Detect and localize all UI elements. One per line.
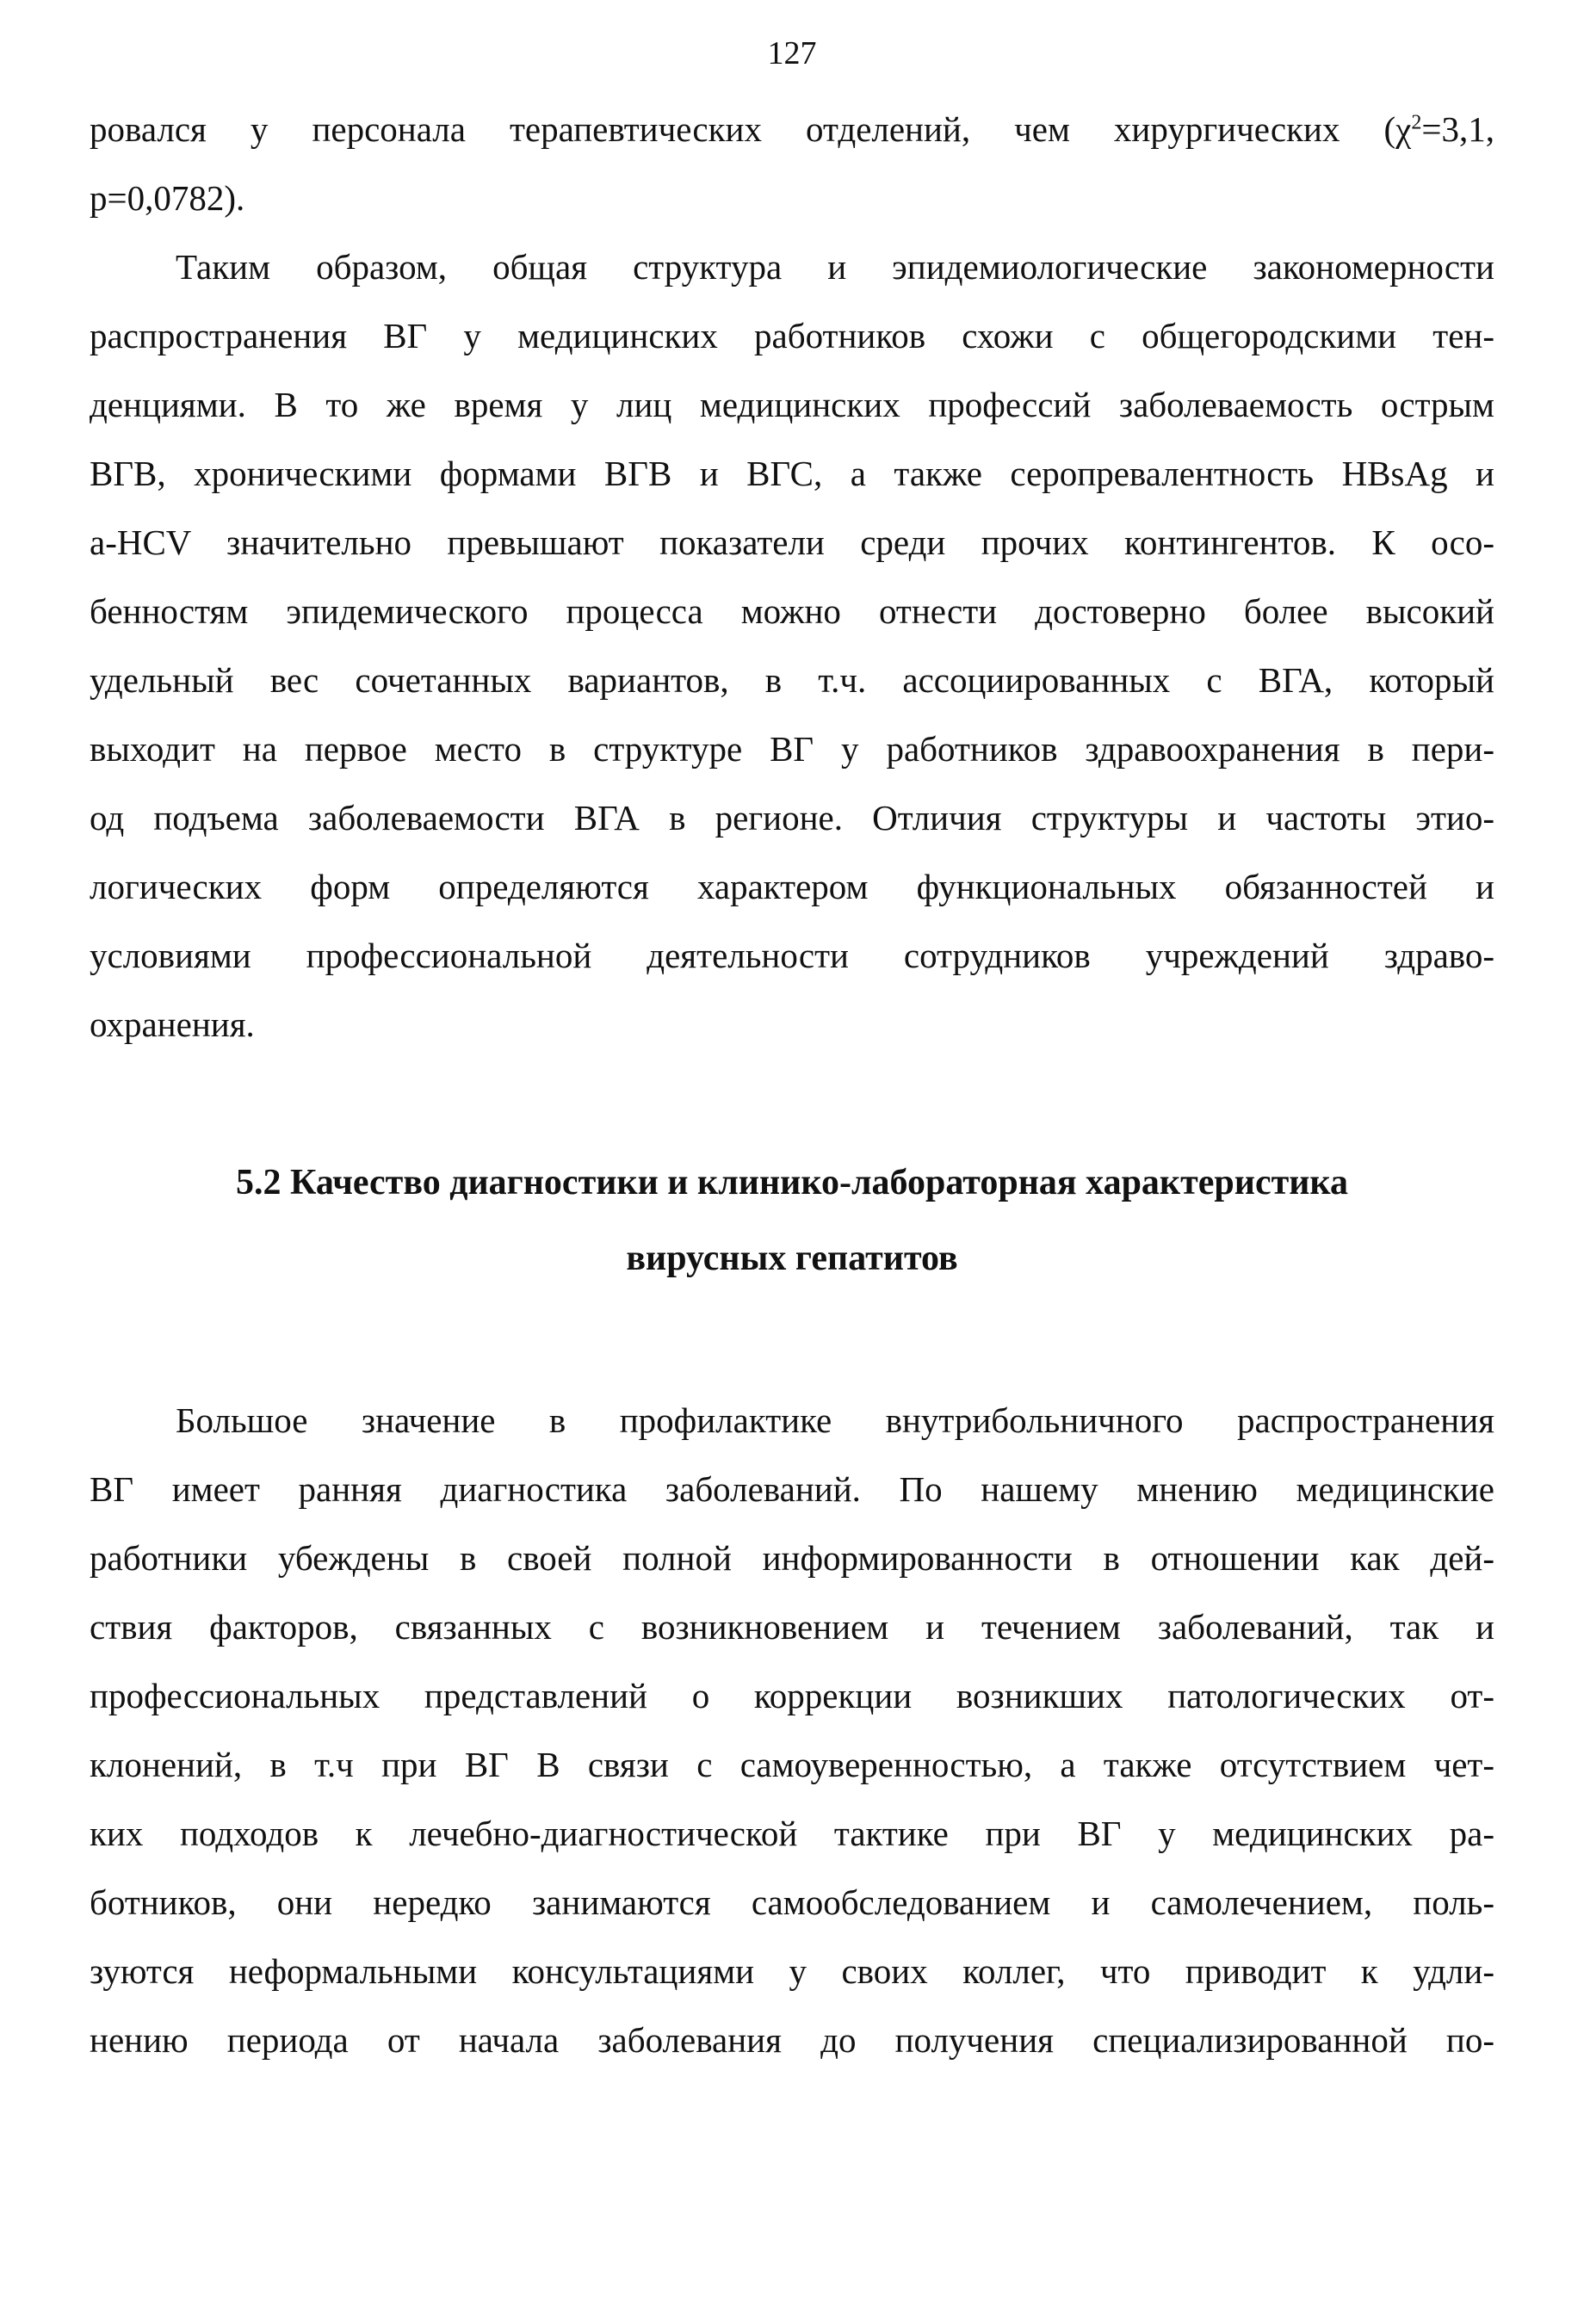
continuation-paragraph [90, 95, 1494, 232]
paragraph-line: ботников, они нередко занимаются самообследованием и самолечением, поль- [90, 1882, 1494, 1922]
paragraph-line: профессиональных представлений о коррекции возникших патологических от- [90, 1676, 1494, 1715]
section-heading-line: вирусных гепатитов [626, 1239, 958, 1278]
paragraph-line: ствия факторов, связанных с возникновением и течением заболеваний, так и [90, 1607, 1494, 1647]
paragraph-line: ВГВ, хроническими формами ВГВ и ВГС, а также серопревалентность HBsAg и [90, 454, 1494, 493]
paragraph-line: a-HCV значительно превышают показатели среди прочих контингентов. К осо- [90, 522, 1494, 562]
paragraph-line: p=0,0782). [90, 178, 245, 218]
paragraph-line: условиями профессиональной деятельности сотрудников учреждений здраво- [90, 936, 1494, 975]
paragraph-line: работники убеждены в своей полной информированности в отношении как дей- [90, 1538, 1494, 1578]
page-number: 127 [767, 35, 817, 71]
paragraph-line: удельный вес сочетанных вариантов, в т.ч. ассоциированных с ВГА, который [90, 660, 1494, 700]
paragraph-line: логических форм определяются характером функциональных обязанностей и [90, 867, 1494, 906]
section-heading-line: 5.2 Качество диагностики и клинико-лабораторная характеристика [235, 1163, 1348, 1202]
paragraph-line: денциями. В то же время у лиц медицинских профессий заболеваемость острым [90, 385, 1494, 424]
section-heading [90, 1145, 1494, 1296]
paragraph-line: од подъема заболеваемости ВГА в регионе. Отличия структуры и частоты этио- [90, 798, 1494, 838]
paragraph-line: клонений, в т.ч при ВГ В связи с самоуверенностью, а также отсутствием чет- [90, 1745, 1494, 1784]
paragraph-line: ВГ имеет ранняя диагностика заболеваний. По нашему мнению медицинские [90, 1469, 1494, 1509]
paragraph-line: нению периода от начала заболевания до получения специализированной по- [90, 2020, 1494, 2060]
paragraph-line: бенностям эпидемического процесса можно отнести достоверно более высокий [90, 591, 1494, 631]
paragraph-line: Таким образом, общая структура и эпидемиологические закономерности [176, 247, 1494, 287]
paragraph-line: ровался у персонала терапевтических отделений, чем хирургических ($\chi^2=3,1$, [90, 109, 1494, 149]
paragraph-diagnostics [90, 1386, 1494, 2074]
paragraph-line: Большое значение в профилактике внутрибольничного распространения [176, 1400, 1494, 1440]
paragraph-summary [90, 232, 1494, 1059]
paragraph-line: охранения. [90, 1004, 255, 1044]
paragraph-line: выходит на первое место в структуре ВГ у работников здравоохранения в пери- [90, 729, 1494, 769]
paragraph-line: распространения ВГ у медицинских работников схожи с общегородскими тен- [90, 316, 1494, 355]
paragraph-line: ких подходов к лечебно-диагностической тактике при ВГ у медицинских ра- [90, 1814, 1494, 1853]
paragraph-line: зуются неформальными консультациями у своих коллег, что приводит к удли- [90, 1951, 1494, 1991]
